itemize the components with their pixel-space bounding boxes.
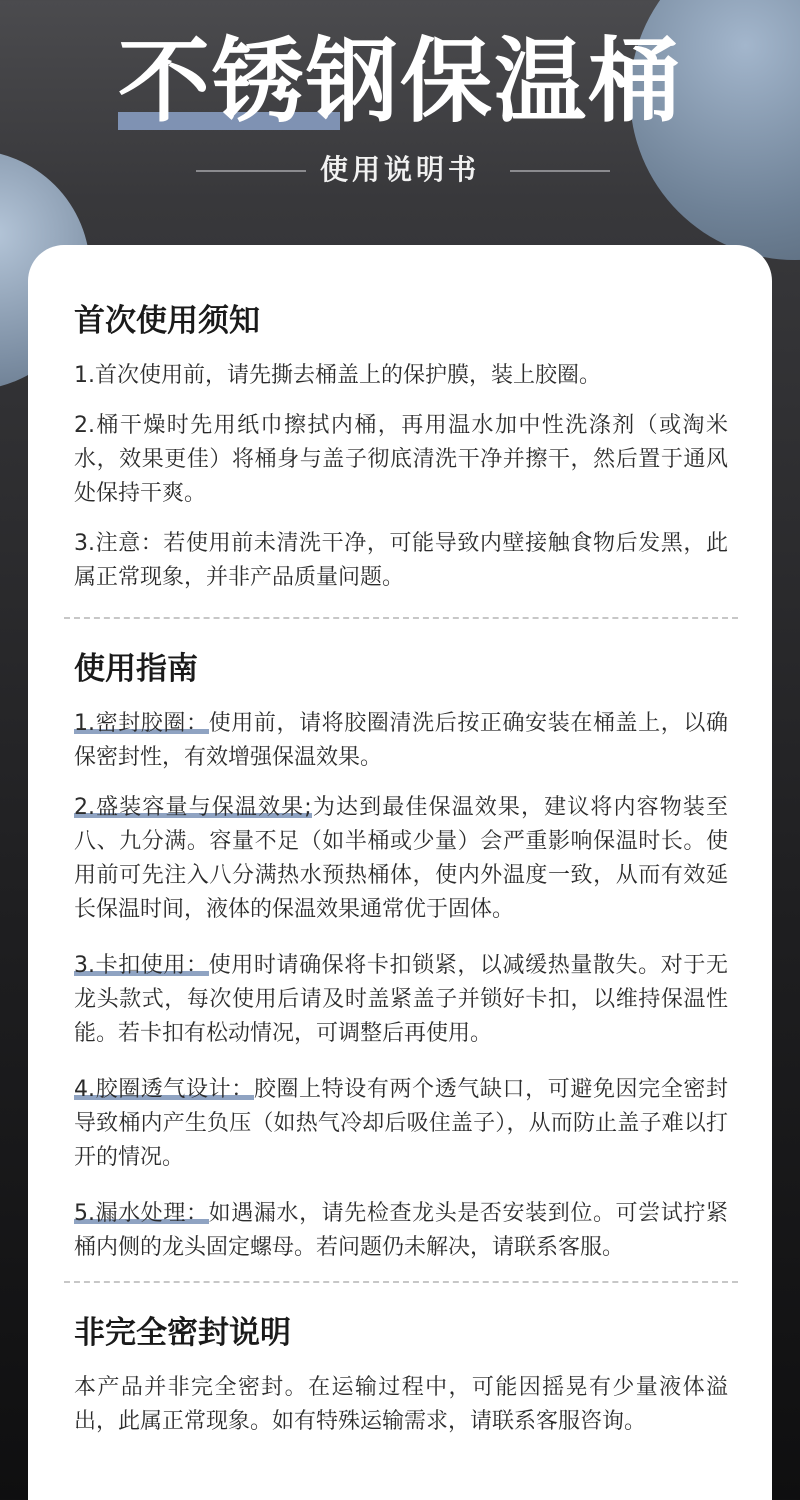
paragraph: 3.注意：若使用前未清洗干净，可能导致内壁接触食物后发黑，此属正常现象，并非产品质量问题。	[74, 531, 728, 590]
section-usage-guide	[74, 649, 728, 1265]
paragraph: 1.首次使用前，请先撕去桶盖上的保护膜，装上胶圈。	[74, 363, 601, 388]
guide-item-label: 2.盛装容量与保温效果;	[74, 795, 312, 820]
guide-item-label: 1.密封胶圈：	[74, 711, 209, 736]
guide-item-text: 胶圈上特设有两个透气缺口，可避免因完全密封导致桶内产生负压（如热气冷却后吸住盖子），从而防止盖子难以打开的情况。	[74, 1077, 728, 1170]
section-first-use	[74, 301, 728, 595]
guide-item-label: 3.卡扣使用：	[74, 953, 209, 978]
subtitle-line-right	[510, 170, 610, 172]
guide-item	[74, 791, 728, 927]
subtitle-row	[0, 150, 800, 190]
guide-item	[74, 949, 728, 1051]
paragraph: 本产品并非完全密封。在运输过程中，可能因摇晃有少量液体溢出，此属正常现象。如有特殊运输需求，请联系客服咨询。	[74, 1375, 728, 1434]
paragraph: 2.桶干燥时先用纸巾擦拭内桶，再用温水加中性洗涤剂（或淘米水，效果更佳）将桶身与盖子彻底清洗干净并擦干，然后置于通风处保持干爽。	[74, 413, 728, 506]
guide-item-text: 使用时请确保将卡扣锁紧，以减缓热量散失。对于无龙头款式，每次使用后请及时盖紧盖子并锁好卡扣，以维持保温性能。若卡扣有松动情况，可调整后再使用。	[74, 953, 728, 1046]
title-block	[0, 28, 800, 138]
dashed-divider	[64, 1281, 738, 1283]
section-non-sealed	[74, 1313, 728, 1439]
guide-item	[74, 1197, 728, 1265]
section-title: 非完全密封说明	[74, 1315, 291, 1351]
guide-item-text: 使用前，请将胶圈清洗后按正确安装在桶盖上，以确保密封性，有效增强保温效果。	[74, 711, 728, 770]
guide-item-text: 为达到最佳保温效果，建议将内容物装至八、九分满。容量不足（如半桶或少量）会严重影响保温时长。使用前可先注入八分满热水预热桶体，使内外温度一致，从而有效延长保温时间，液体的保温效果通常优于固体。	[74, 795, 728, 922]
dashed-divider	[64, 617, 738, 619]
section-title: 首次使用须知	[74, 303, 260, 339]
guide-item	[74, 1073, 728, 1175]
guide-item	[74, 707, 728, 775]
section-title: 使用指南	[74, 651, 198, 687]
subtitle-line-left	[196, 170, 306, 172]
guide-item-label: 4.胶圈透气设计：	[74, 1077, 254, 1102]
page-subtitle: 使用说明书	[319, 153, 480, 186]
content-card	[28, 245, 772, 1500]
guide-item-label: 5.漏水处理：	[74, 1201, 209, 1226]
page-title: 不锈钢保温桶	[117, 28, 682, 135]
guide-item-text: 如遇漏水，请先检查龙头是否安装到位。可尝试拧紧桶内侧的龙头固定螺母。若问题仍未解决，请联系客服。	[74, 1201, 728, 1260]
